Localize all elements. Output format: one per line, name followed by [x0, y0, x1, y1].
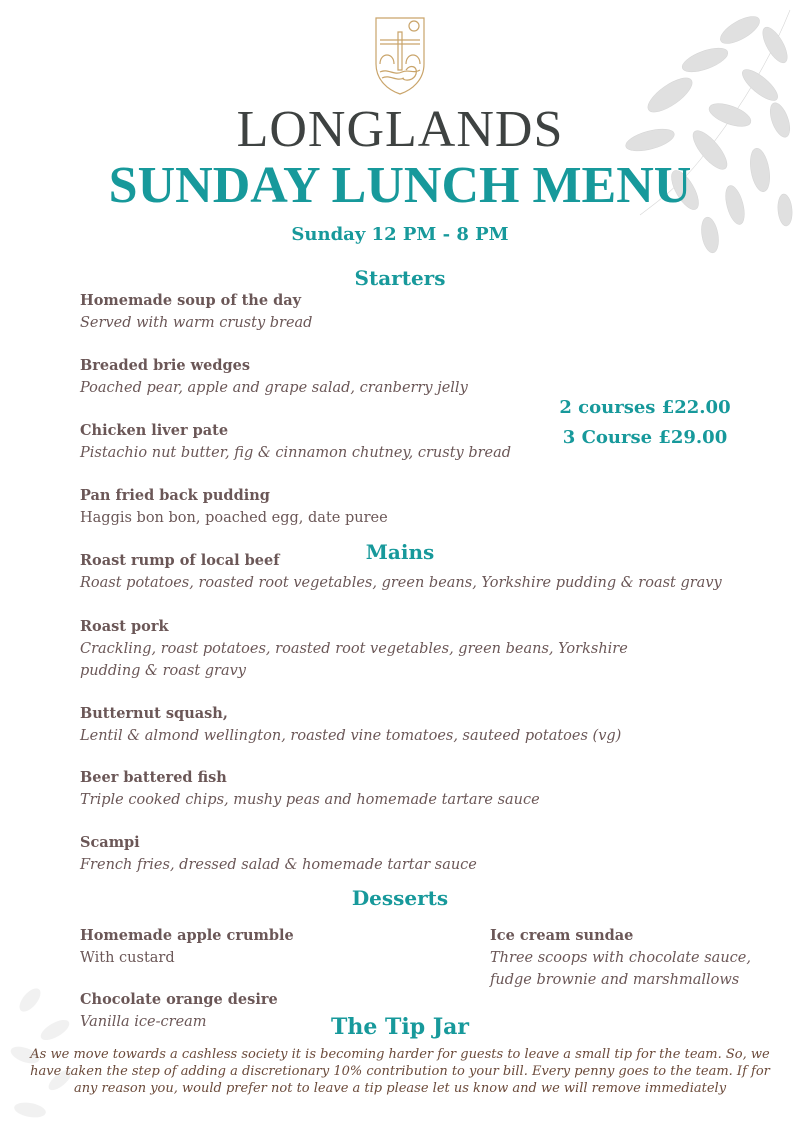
page-title: SUNDAY LUNCH MENU — [108, 157, 692, 214]
item-name: Scampi — [80, 834, 140, 851]
item-name: Homemade apple crumble — [80, 927, 294, 944]
menu-item — [80, 925, 294, 969]
section-heading-desserts: Desserts — [351, 886, 449, 910]
item-name: Homemade soup of the day — [80, 292, 302, 309]
item-description: fudge brownie and marshmallows — [490, 972, 740, 988]
item-description: Haggis bon bon, poached egg, date puree — [80, 510, 388, 526]
item-description: Poached pear, apple and grape salad, cranberry jelly — [80, 380, 468, 396]
menu-item — [490, 925, 751, 991]
section-heading-mains: Mains — [365, 540, 435, 564]
section-heading-tip-jar: The Tip Jar — [330, 1014, 470, 1040]
menu-item — [80, 485, 388, 529]
item-name: Chicken liver pate — [80, 422, 229, 439]
menu-item — [80, 290, 312, 334]
item-description: Roast potatoes, roasted root vegetables, green beans, Yorkshire pudding & roast gravy — [80, 575, 722, 591]
opening-hours: Sunday 12 PM - 8 PM — [291, 224, 509, 245]
item-description: Lentil & almond wellington, roasted vine tomatoes, sauteed potatoes (vg) — [80, 728, 622, 744]
item-description: Crackling, roast potatoes, roasted root vegetables, green beans, Yorkshire — [80, 641, 628, 657]
item-description: With custard — [80, 950, 175, 966]
tip-jar-notice: As we move towards a cashless society it is becoming harder for guests to leave a small tip for the team. So, we have taken the step of adding a discretionary 10% contribution to your bill. Every penny goes to the team. If for any reason you, would prefer not to leave a tip please let us know and we will remove immediately — [30, 1047, 770, 1096]
menu-item — [80, 767, 540, 811]
item-name: Pan fried back pudding — [80, 487, 270, 504]
item-description: Pistachio nut butter, fig & cinnamon chutney, crusty bread — [80, 445, 512, 461]
menu-item — [80, 703, 621, 747]
item-description: French fries, dressed salad & homemade tartar sauce — [80, 857, 477, 873]
item-description: pudding & roast gravy — [80, 663, 246, 679]
longlands-crest-icon — [372, 14, 428, 96]
item-description: Vanilla ice-cream — [80, 1014, 207, 1030]
item-description: Triple cooked chips, mushy peas and homemade tartare sauce — [80, 792, 540, 808]
item-name: Roast pork — [80, 618, 169, 635]
item-name: Chocolate orange desire — [80, 991, 278, 1008]
menu-item — [80, 832, 477, 876]
item-name: Roast rump of local beef — [80, 552, 280, 569]
menu-item — [80, 420, 511, 464]
brand-name: LONGLANDS — [236, 101, 564, 158]
menu-item — [80, 616, 628, 682]
menu-item — [80, 550, 722, 594]
item-name: Butternut squash, — [80, 705, 228, 722]
price-two-courses: 2 courses £22.00 — [559, 397, 731, 418]
item-name: Beer battered fish — [80, 769, 227, 786]
price-three-courses: 3 Course £29.00 — [562, 427, 728, 448]
item-description: Served with warm crusty bread — [80, 315, 313, 331]
item-name: Ice cream sundae — [490, 927, 634, 944]
menu-item — [80, 355, 468, 399]
item-description: Three scoops with chocolate sauce, — [490, 950, 751, 966]
item-name: Breaded brie wedges — [80, 357, 250, 374]
section-heading-starters: Starters — [354, 266, 446, 290]
